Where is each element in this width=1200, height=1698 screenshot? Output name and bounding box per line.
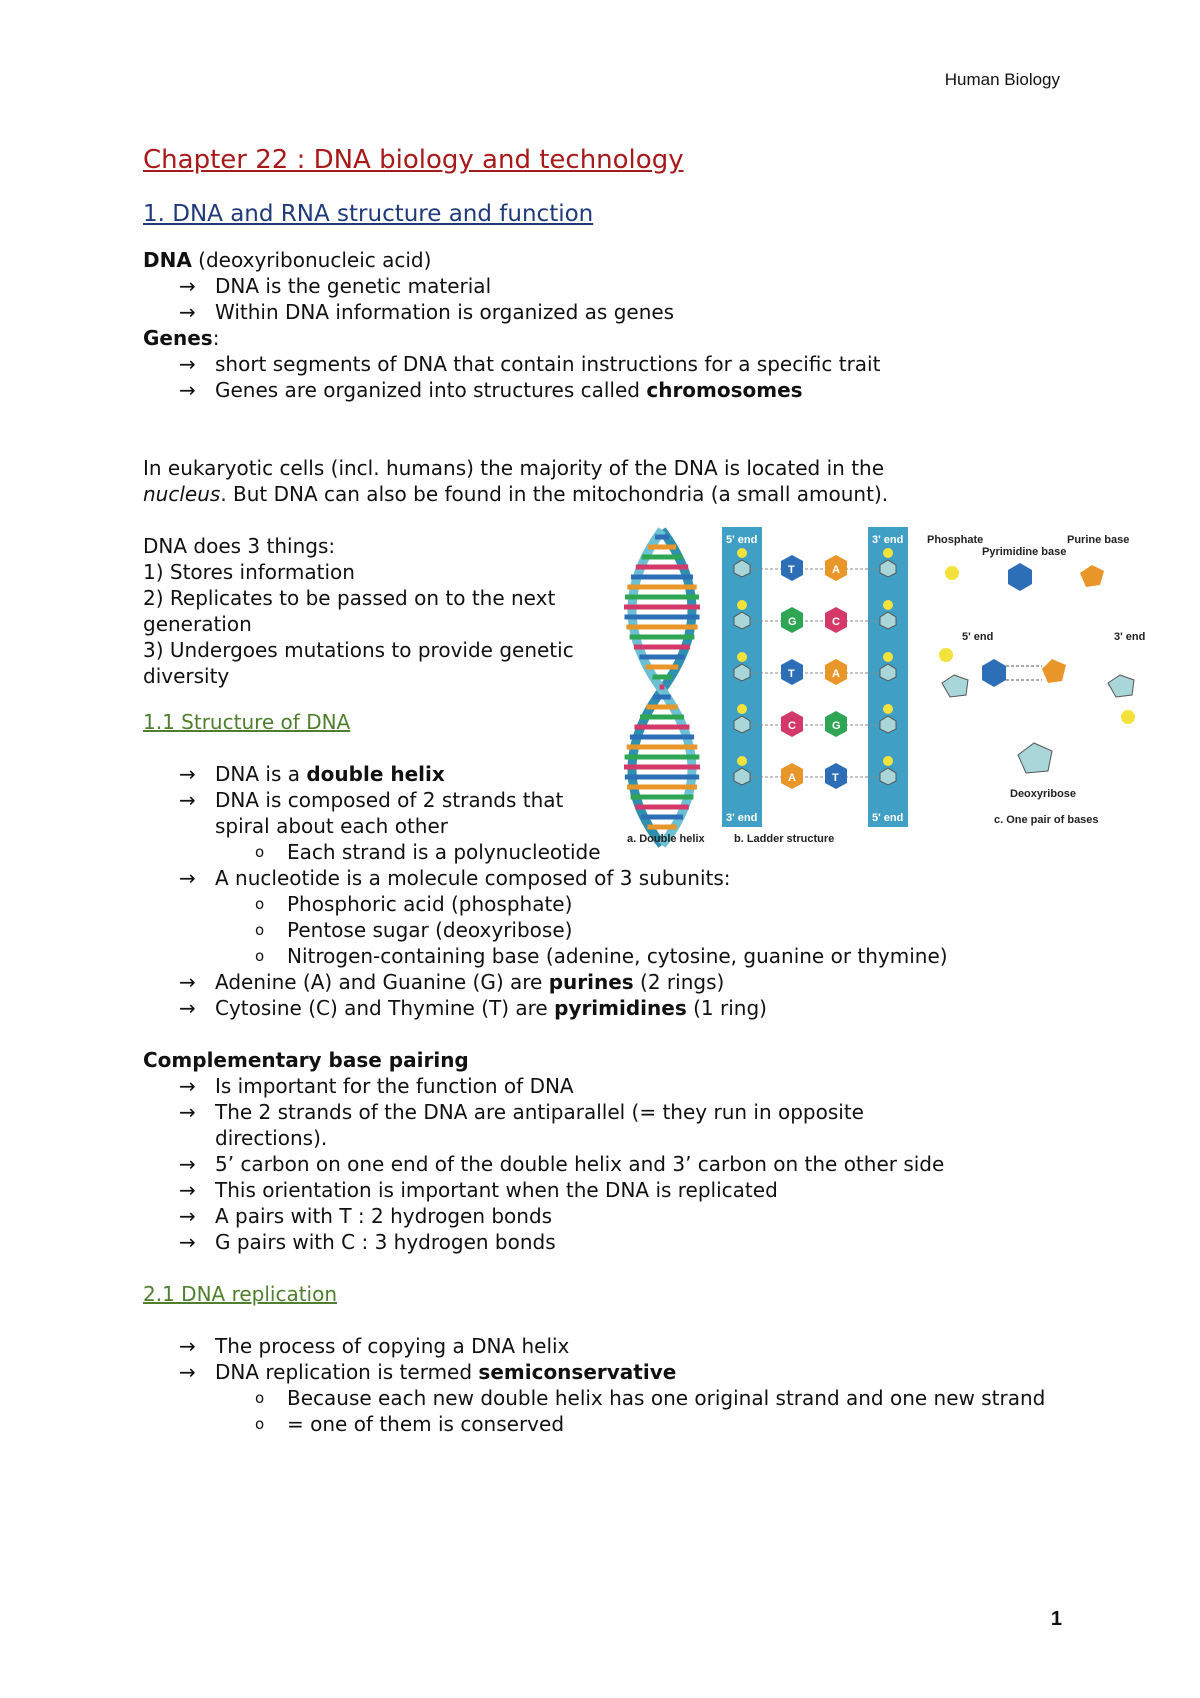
page-header: Human Biology: [944, 70, 1060, 89]
label-phosphate: Phosphate: [927, 534, 984, 546]
base-pair-detail: [927, 534, 1145, 826]
phosphate-icon: [737, 704, 747, 714]
deoxyribose-icon: [1018, 743, 1052, 773]
dna-functions: [143, 533, 613, 689]
replication-points: [143, 1333, 1063, 1385]
section-title-replication: 2.1 DNA replication: [143, 1282, 338, 1306]
phosphate-icon: [883, 600, 893, 610]
nucleobase-label: G: [788, 616, 797, 628]
caption-base-pair: c. One pair of bases: [994, 814, 1099, 826]
section-title-dna-rna: 1. DNA and RNA structure and function: [143, 201, 594, 227]
replication-sub: [143, 1385, 1063, 1437]
list-item: → DNA is composed of 2 strands that spiral about each other: [179, 787, 615, 839]
ladder-structure: [722, 527, 908, 845]
list-item: o Because each new double helix has one original strand and one new strand: [251, 1385, 1047, 1411]
nucleobase-label: A: [832, 564, 840, 576]
nucleobase-label: A: [788, 772, 796, 784]
phosphate-icon: [883, 652, 893, 662]
page-number: 1: [1050, 1608, 1062, 1630]
label-5-end-bottom: 5' end: [872, 812, 904, 824]
phosphate-icon: [883, 756, 893, 766]
list-item: → Within DNA information is organized as genes: [179, 299, 1063, 325]
nucleobase-label: G: [832, 720, 841, 732]
list-item: → A pairs with T : 2 hydrogen bonds: [179, 1203, 1063, 1229]
list-item: → Genes are organized into structures called chromosomes: [179, 377, 1063, 403]
section-title-structure: 1.1 Structure of DNA: [143, 710, 351, 734]
dna-functions-title: DNA does 3 things:: [143, 534, 336, 558]
label-5-end-c: 5' end: [962, 631, 994, 643]
phosphate-icon-3: [1121, 710, 1135, 724]
dna-structure-figure: [622, 525, 1162, 860]
label-5-end-top: 5' end: [726, 534, 758, 546]
label-3-end-bottom: 3' end: [726, 812, 758, 824]
pairing-title: Complementary base pairing: [143, 1048, 469, 1072]
chapter-title: Chapter 22 : DNA biology and technology: [143, 145, 684, 175]
nucleobase-label: T: [788, 668, 795, 680]
structure-points-2: [143, 865, 1063, 891]
list-item: → Adenine (A) and Guanine (G) are purines (2 rings): [179, 969, 1063, 995]
purine-icon: [1080, 565, 1104, 587]
list-item: → DNA is a double helix: [179, 761, 1063, 787]
list-item: o = one of them is conserved: [251, 1411, 1063, 1437]
phosphate-icon: [737, 548, 747, 558]
list-item: → short segments of DNA that contain instructions for a specific trait: [179, 351, 1063, 377]
label-pyrimidine: Pyrimidine base: [982, 546, 1067, 558]
list-item: → DNA is the genetic material: [179, 273, 1063, 299]
pairing-points: [143, 1073, 1063, 1255]
structure-points-3: [143, 969, 1063, 1021]
list-item: 2) Replicates to be passed on to the next generation: [143, 586, 556, 636]
list-item: o Each strand is a polynucleotide: [251, 839, 1063, 865]
list-item: 3) Undergoes mutations to provide genetic diversity: [143, 638, 574, 688]
genes-label: Genes:: [143, 326, 220, 350]
label-purine: Purine base: [1067, 534, 1130, 546]
caption-double-helix: a. Double helix: [627, 833, 705, 845]
nucleobase-label: T: [832, 772, 839, 784]
phosphate-icon-2: [939, 648, 953, 662]
label-3-end-top: 3' end: [872, 534, 904, 546]
structure-sub-2: [143, 891, 1063, 969]
list-item: → DNA replication is termed semiconservative: [179, 1359, 1063, 1385]
genes-points: [143, 351, 1063, 403]
double-helix-illustration: [624, 530, 706, 845]
nucleobase-label: C: [832, 616, 840, 628]
phosphate-icon: [737, 756, 747, 766]
list-item: → A nucleotide is a molecule composed of 3 subunits:: [179, 865, 1063, 891]
phosphate-icon: [883, 548, 893, 558]
nucleobase-label: T: [788, 564, 795, 576]
nucleobase-label: C: [788, 720, 796, 732]
list-item: o Pentose sugar (deoxyribose): [251, 917, 1063, 943]
list-item: → The process of copying a DNA helix: [179, 1333, 1063, 1359]
list-item: 1) Stores information: [143, 560, 355, 584]
pyrimidine-icon-2: [982, 659, 1006, 687]
label-3-end-c: 3' end: [1114, 631, 1146, 643]
list-item: → Is important for the function of DNA: [179, 1073, 1063, 1099]
dna-definition: DNA (deoxyribonucleic acid): [143, 248, 432, 272]
eukaryotic-paragraph: In eukaryotic cells (incl. humans) the majority of the DNA is located in the nucleus. But DNA can also be found in the mitochondria (a small amount).: [143, 456, 889, 506]
nucleobase-label: A: [832, 668, 840, 680]
dna-points: [143, 273, 1063, 325]
sugar-icon: [942, 675, 968, 697]
list-item: → G pairs with C : 3 hydrogen bonds: [179, 1229, 1063, 1255]
list-item: → Cytosine (C) and Thymine (T) are pyrimidines (1 ring): [179, 995, 1063, 1021]
list-item: o Phosphoric acid (phosphate): [251, 891, 1063, 917]
sugar-icon-2: [1108, 675, 1134, 697]
phosphate-icon: [883, 704, 893, 714]
label-deoxyribose: Deoxyribose: [1010, 788, 1077, 800]
phosphate-icon: [737, 600, 747, 610]
purine-icon-2: [1042, 659, 1066, 683]
caption-ladder: b. Ladder structure: [734, 833, 835, 845]
list-item: → This orientation is important when the DNA is replicated: [179, 1177, 1063, 1203]
phosphate-icon: [945, 566, 959, 580]
list-item: o Nitrogen-containing base (adenine, cytosine, guanine or thymine): [251, 943, 1063, 969]
phosphate-icon: [737, 652, 747, 662]
pyrimidine-icon: [1008, 563, 1032, 591]
list-item: → The 2 strands of the DNA are antiparallel (= they run in opposite directions).: [179, 1099, 935, 1151]
list-item: → 5’ carbon on one end of the double helix and 3’ carbon on the other side: [179, 1151, 1063, 1177]
